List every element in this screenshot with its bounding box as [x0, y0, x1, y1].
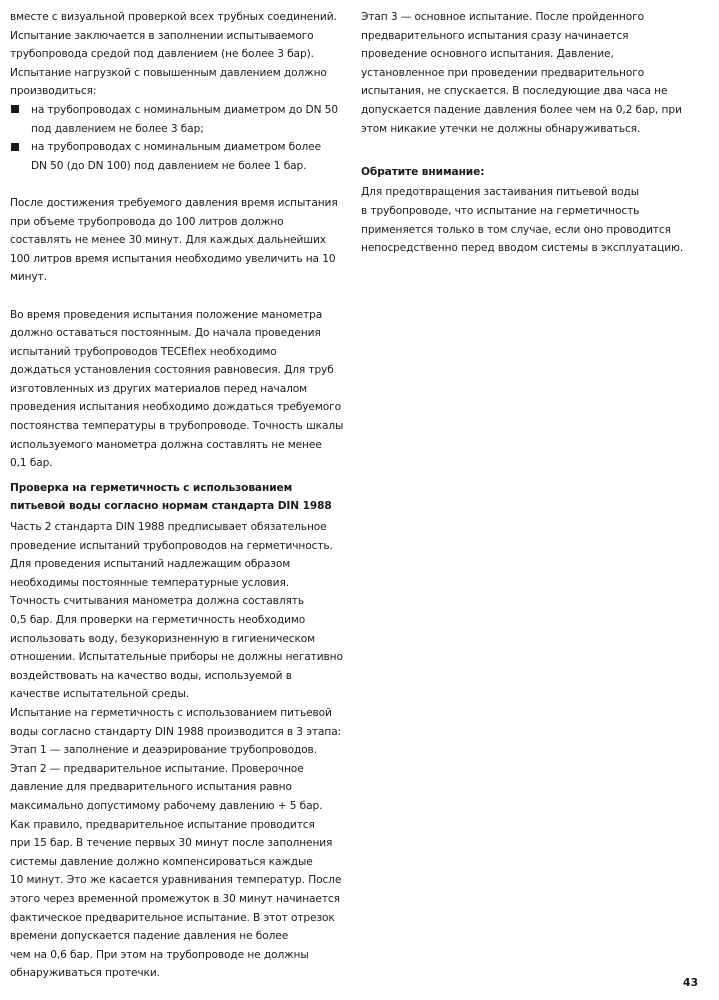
- text-line: постоянства температуры в трубопроводе. Точность шкалы: [10, 420, 344, 433]
- text-line: Этап 2 — предварительное испытание. Проверочное: [10, 762, 304, 775]
- text-line: используемого манометра должна составлять не менее: [10, 438, 322, 451]
- text-line: дождаться установления состояния равновесия. Для труб: [10, 364, 334, 377]
- text-line: при объеме трубопровода до 100 литров должно: [10, 215, 284, 228]
- text-line: Испытание заключается в заполнении испытываемого: [10, 29, 314, 42]
- text-line: отношении. Испытательные приборы не должны негативно: [10, 651, 343, 664]
- text-line: После достижения требуемого давления время испытания: [10, 196, 338, 209]
- text-line: DN 50 (до DN 100) под давлением не более 1 бар.: [31, 159, 307, 172]
- text-line: установленное при проведении предварительного: [361, 66, 645, 79]
- text-line: допускается падение давления более чем на 0,2 бар, при: [361, 103, 682, 116]
- text-line: этом никакие утечки не должны обнаруживаться.: [361, 122, 641, 135]
- text-line: непосредственно перед вводом системы в эксплуатацию.: [361, 242, 684, 255]
- note-paragraph: [361, 183, 699, 257]
- text-line: 0,1 бар.: [10, 457, 53, 470]
- manometer-paragraph: [10, 306, 348, 473]
- text-line: производиться:: [10, 85, 97, 98]
- text-line: Этап 3 — основное испытание. После пройденного: [361, 11, 644, 23]
- text-line: Точность считывания манометра должна составлять: [10, 595, 304, 608]
- text-line: проведения испытания необходимо дождаться требуемого: [10, 401, 341, 414]
- text-line: качестве испытательной среды.: [10, 688, 190, 701]
- right-column: [361, 8, 699, 258]
- text-line: проведение основного испытания. Давление,: [361, 48, 614, 61]
- text-line: Как правило, предварительное испытание проводится: [10, 818, 315, 831]
- list-item: [10, 101, 348, 138]
- stage-3-paragraph: [361, 8, 699, 138]
- din-1988-paragraph: [10, 518, 348, 983]
- text-line: необходимы постоянные температурные условия.: [10, 576, 289, 589]
- text-line: Для проведения испытаний надлежащим образом: [10, 558, 291, 571]
- text-line: Испытание на герметичность с использованием питьевой: [10, 706, 332, 719]
- note-heading: Обратите внимание:: [361, 165, 485, 178]
- text-line: давление для предварительного испытания равно: [10, 781, 292, 794]
- list-item: [10, 138, 348, 175]
- text-line: 100 литров время испытания необходимо увеличить на 10: [10, 252, 336, 265]
- text-line: проведение испытаний трубопроводов на герметичность.: [10, 539, 333, 552]
- text-line: на трубопроводах с номинальным диаметром до DN 50: [31, 103, 338, 116]
- square-bullet-icon: [11, 143, 19, 151]
- section-heading: [10, 479, 348, 516]
- text-line: под давлением не более 3 бар;: [31, 122, 204, 135]
- text-line: 10 минут. Это же касается уравнивания температур. После: [10, 874, 342, 887]
- test-duration-paragraph: [10, 194, 348, 287]
- text-line: фактическое предварительное испытание. В этот отрезок: [10, 911, 335, 924]
- text-line: трубопровода средой под давлением (не более 3 бар).: [10, 48, 314, 61]
- square-bullet-icon: [11, 105, 19, 113]
- text-line: вместе с визуальной проверкой всех трубных соединений.: [10, 11, 337, 23]
- text-line: применяется только в том случае, если оно проводится: [361, 223, 671, 236]
- text-line: этого через временной промежуток в 30 минут начинается: [10, 892, 340, 905]
- text-line: Этап 1 — заполнение и деаэрирование трубопроводов.: [10, 744, 317, 757]
- page-number: 43: [682, 976, 698, 990]
- text-line: Испытание нагрузкой с повышенным давлением должно: [10, 66, 327, 79]
- text-line: Во время проведения испытания положение манометра: [10, 308, 323, 321]
- text-line: изготовленных из других материалов перед началом: [10, 382, 308, 395]
- text-line: воды согласно стандарту DIN 1988 производится в 3 этапа:: [10, 725, 342, 738]
- text-line: времени допускается падение давления не более: [10, 930, 289, 943]
- text-line: составлять не менее 30 минут. Для каждых дальнейших: [10, 234, 326, 247]
- text-line: Часть 2 стандарта DIN 1988 предписывает обязательное: [10, 521, 327, 534]
- text-line: чем на 0,6 бар. При этом на трубопроводе не должны: [10, 948, 309, 961]
- heading-line: питьевой воды согласно нормам стандарта DIN 1988: [10, 500, 332, 513]
- text-line: при 15 бар. В течение первых 30 минут после заполнения: [10, 837, 333, 850]
- text-line: обнаруживаться протечки.: [10, 967, 160, 980]
- text-line: на трубопроводах с номинальным диаметром более: [31, 141, 322, 154]
- heading-line: Проверка на герметичность с использованием: [10, 481, 293, 494]
- text-line: предварительного испытания сразу начинается: [361, 29, 629, 42]
- text-line: в трубопроводе, что испытание на герметичность: [361, 204, 640, 217]
- text-line: использовать воду, безукоризненную в гигиеническом: [10, 632, 316, 645]
- text-line: испытаний трубопроводов TECEflex необходимо: [10, 345, 277, 358]
- text-line: испытания, не спускается. В последующие два часа не: [361, 85, 668, 98]
- text-line: максимально допустимому рабочему давлению + 5 бар.: [10, 799, 323, 812]
- text-line: воздействовать на качество воды, используемой в: [10, 669, 292, 682]
- text-line: 0,5 бар. Для проверки на герметичность необходимо: [10, 614, 306, 626]
- text-line: должно оставаться постоянным. До начала проведения: [10, 327, 321, 340]
- text-line: минут.: [10, 271, 48, 284]
- text-line: системы давление должно компенсироваться каждые: [10, 855, 313, 868]
- text-line: Для предотвращения застаивания питьевой воды: [361, 186, 639, 199]
- pressure-bullet-list: [10, 101, 348, 175]
- intro-paragraph: [10, 8, 348, 101]
- left-column: [10, 8, 348, 983]
